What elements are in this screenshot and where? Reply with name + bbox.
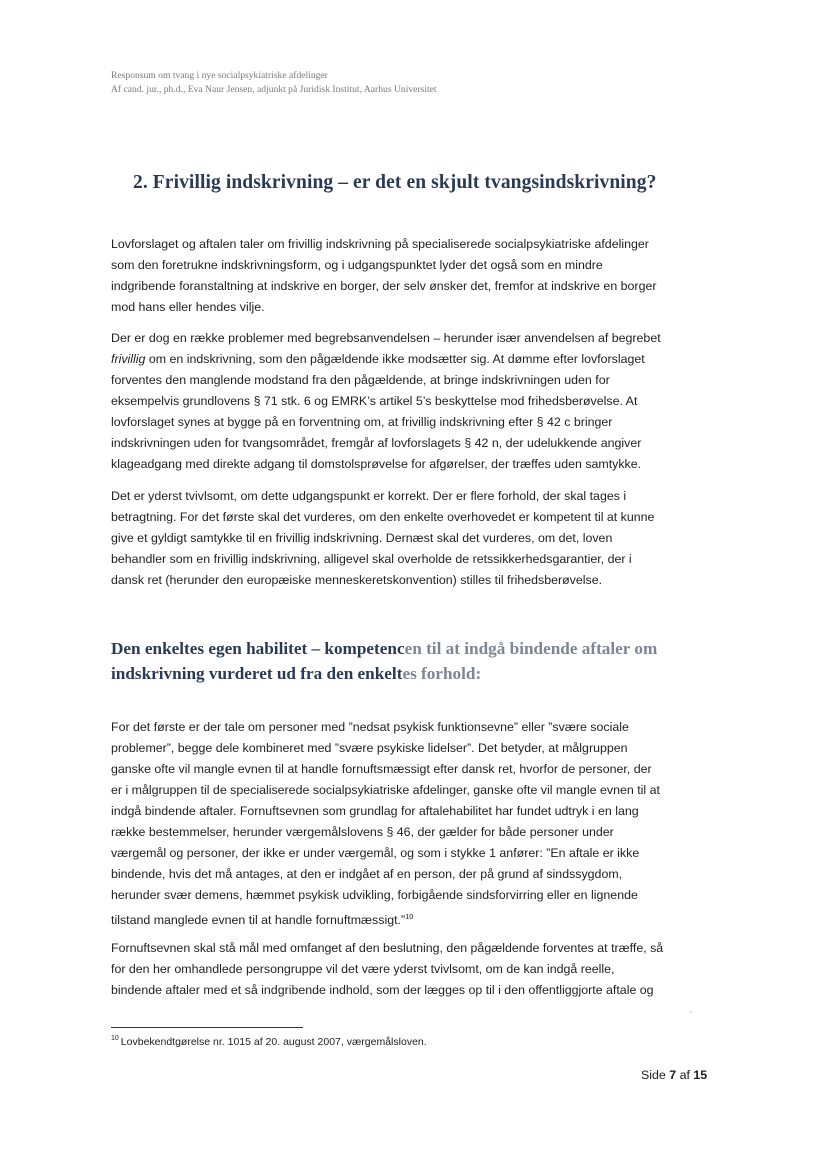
page-number	[641, 1068, 707, 1082]
text-line: række bestemmelser, herunder værgemålslovens § 46, der gælder for både personer under	[111, 825, 614, 839]
text-line: Der er dog en række problemer med begrebsanvendelsen – herunder især anvendelsen af begrebet	[111, 331, 661, 345]
subheading-text-faded: en til at indgå bindende aftaler om	[404, 639, 658, 658]
paragraph-3	[111, 486, 654, 591]
text-line	[111, 906, 660, 931]
footnote	[111, 1035, 427, 1048]
text-line: Fornuftsevnen skal stå mål med omfanget af den beslutning, den pågældende forventes at træffe, så	[111, 941, 664, 955]
text-line: Lovforslaget og aftalen taler om frivillig indskrivning på specialiserede socialpsykiatriske afdelinger	[111, 237, 649, 251]
header-author: Af cand. jur., ph.d., Eva Naur Jensen, adjunkt på Juridisk Institut, Aarhus Universitet	[111, 84, 437, 95]
page-total: 15	[693, 1068, 708, 1082]
text-line: bindende, hvis det må antages, at den er indgået af en person, der på grund af sindssygdom,	[111, 867, 623, 881]
text-line: For det første er der tale om personer med ”nedsat psykisk funktionsevne” eller ”svære sociale	[111, 720, 629, 734]
header-title: Responsum om tvang i nye socialpsykiatriske afdelinger	[111, 70, 328, 81]
text-segment: om en indskrivning, som den pågældende ikke modsætter sig. At dømme efter lovforslaget	[145, 352, 645, 366]
page-middle: af	[676, 1068, 694, 1082]
text-line: ganske ofte vil mangle evnen til at handle fornuftsmæssigt efter dansk ret, hvorfor de personer, der	[111, 762, 652, 776]
text-line: indgribende foranstaltning at indskrive en borger, der selv ønsker det, fremfor at indskrive en borger	[111, 279, 657, 293]
text-line: dansk ret (herunder den europæiske menneskeretskonvention) stilles til frihedsberøvelse.	[111, 573, 603, 587]
paragraph-2	[111, 328, 661, 475]
text-line: for den her omhandlede persongruppe vil det være yderst tvivlsomt, om de kan indgå reelle,	[111, 962, 615, 976]
emphasis-frivillig: frivillig	[111, 352, 146, 366]
footnote-text: Lovbekendtgørelse nr. 1015 af 20. august 2007, værgemålsloven.	[120, 1036, 427, 1048]
text-line: klageadgang med direkte adgang til domstolsprøvelse for afgørelser, der træffes uden samtykke.	[111, 457, 642, 471]
subheading-text: Den enkeltes egen habilitet – kompetenc	[111, 639, 405, 658]
text-line: herunder svær demens, hæmmet psykisk udvikling, forbigående sindsforvirring eller en lignende	[111, 888, 638, 902]
subheading-text-faded: es forhold:	[402, 664, 482, 683]
subheading-line	[111, 661, 657, 686]
text-line: værgemål og personer, der ikke er under værgemål, og som i stykke 1 anfører: ”En aftale er ikke	[111, 846, 640, 860]
text-line: give et gyldigt samtykke til en frivillig indskrivning. Dernæst skal det vurderes, om det, loven	[111, 531, 613, 545]
paragraph-5	[111, 938, 663, 1001]
text-line: behandler som en frivillig indskrivning, alligevel skal overholde de retssikkerhedsgarantier, der i	[111, 552, 632, 566]
text-line: indgå bindende aftaler. Fornuftsevnen som grundlag for aftalehabilitet har fundet udtryk i en lang	[111, 804, 639, 818]
text-line: lovforslaget synes at bygge på en forventning om, at frivillig indskrivning efter § 42 c bringer	[111, 415, 613, 429]
subheading-text: indskrivning vurderet ud fra den enkelt	[111, 664, 403, 683]
paragraph-4	[111, 717, 660, 931]
text-line: er i målgruppen til de specialiserede socialpsykiatriske afdelinger, ganske ofte vil mangle evnen til at	[111, 783, 660, 797]
scan-speck	[690, 1011, 692, 1013]
text-line: Det er yderst tvivlsomt, om dette udgangspunkt er korrekt. Der er flere forhold, der skal tages i	[111, 489, 627, 503]
text-line: betragtning. For det første skal det vurderes, om den enkelte overhovedet er kompetent til at kunne	[111, 510, 655, 524]
text-line: bindende aftaler med et så indgribende indhold, som der lægges op til i den offentliggjorte aftale og	[111, 983, 654, 997]
text-line: som den foretrukne indskrivningsform, og i udgangspunktet lyder det også som en mindre	[111, 258, 603, 272]
subheading	[111, 636, 657, 686]
text-line: mod hans eller hendes vilje.	[111, 300, 265, 314]
subheading-line	[111, 636, 657, 661]
text-line	[111, 349, 661, 370]
text-line: forventes den manglende modstand fra den pågældende, at bringe indskrivningen uden for	[111, 373, 610, 387]
text-line: eksempelvis grundlovens § 71 stk. 6 og EMRK’s artikel 5’s beskyttelse mod frihedsberøvelse. At	[111, 394, 638, 408]
section-title: 2. Frivillig indskrivning – er det en skjult tvangsindskrivning?	[133, 172, 657, 193]
text-line: indskrivningen uden for tvangsområdet, fremgår af lovforslagets § 42 n, der udelukkende angiver	[111, 436, 642, 450]
paragraph-1	[111, 234, 656, 318]
text-segment: tilstand manglede evnen til at handle fornuftmæssigt.”	[111, 913, 406, 927]
page-prefix: Side	[641, 1068, 670, 1082]
running-header	[111, 69, 437, 97]
footnote-number: 10	[111, 1035, 119, 1042]
footnote-reference[interactable]: 10	[405, 912, 414, 921]
footnote-separator	[111, 1027, 303, 1028]
text-line: problemer”, begge dele kombineret med ”svære psykiske lidelser”. Det betyder, at målgruppen	[111, 741, 628, 755]
page-current: 7	[669, 1068, 677, 1082]
